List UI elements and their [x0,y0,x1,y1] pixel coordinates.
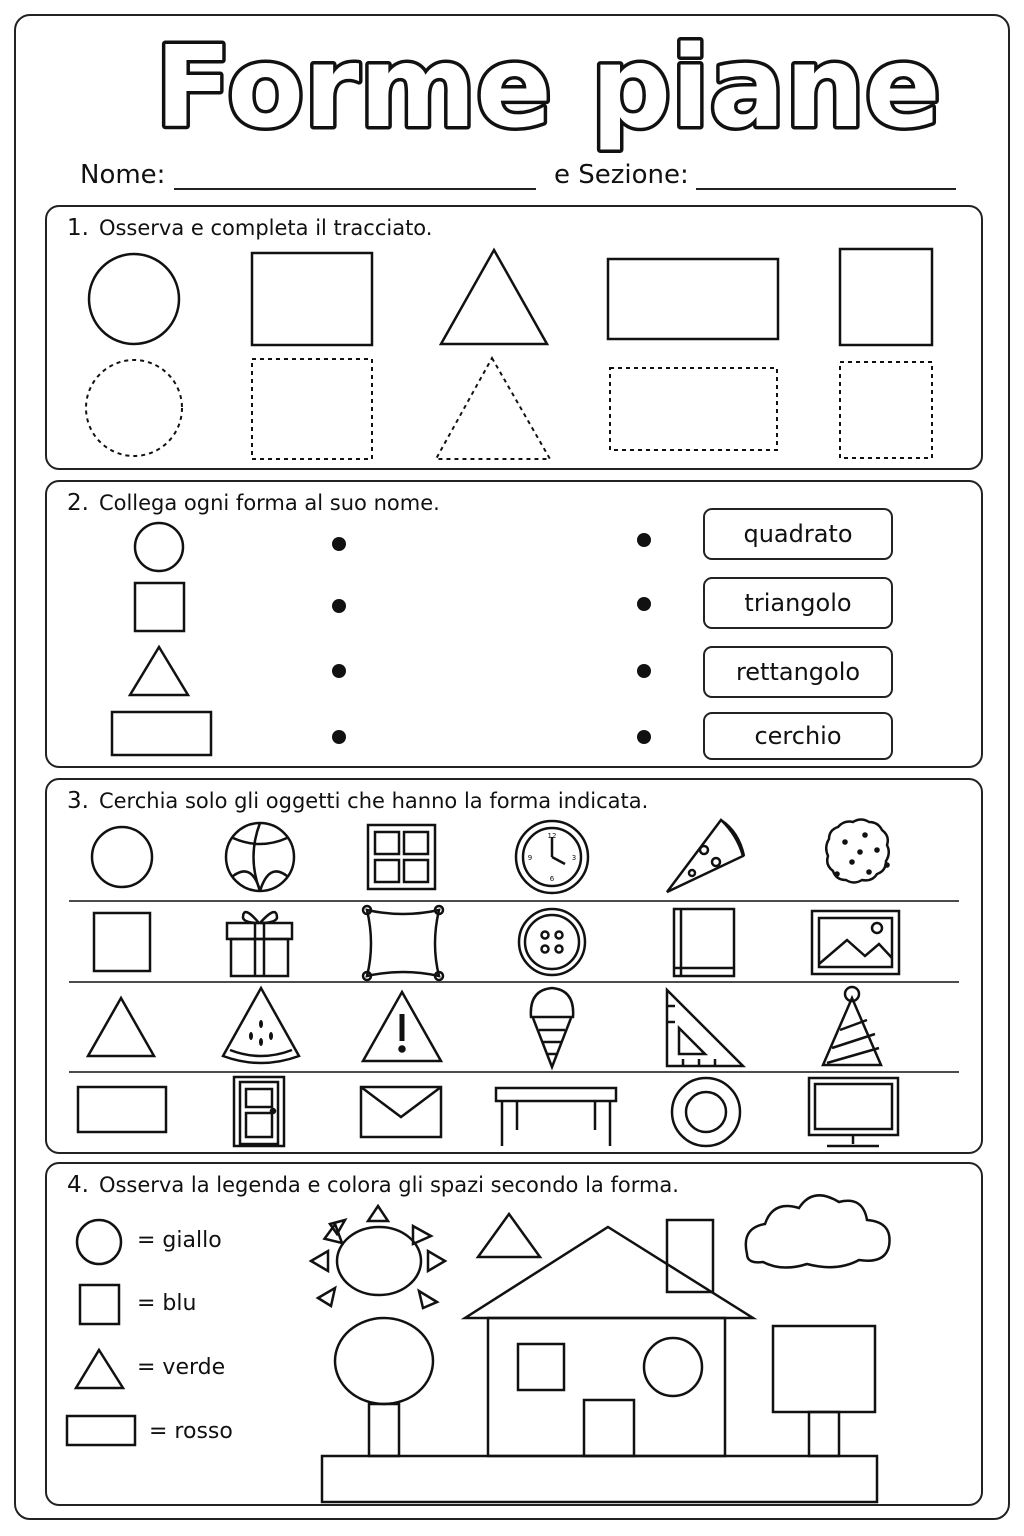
warning-sign-icon [363,992,441,1061]
exercise-3-number: 3. [67,788,89,814]
exercise-4-instruction: 4. Osserva la legenda e colora gli spazi secondo la forma. [67,1172,679,1198]
square-tree-icon [773,1326,875,1456]
row-triangle-icon [88,998,154,1056]
trace-shapes [47,207,985,472]
right-dot [637,664,651,678]
svg-text:12: 12 [547,832,557,840]
legend-square-icon [80,1285,119,1324]
exercise-1-number: 1. [67,215,89,241]
pizza-slice-icon [667,820,744,892]
exercise-3-instruction: 3. Cerchia solo gli oggetti che hanno la forma indicata. [67,788,649,814]
exercise-1 [45,205,983,470]
name-label: Nome: [80,160,166,190]
name-card-triangolo[interactable]: triangolo [703,577,893,629]
sun-icon [311,1206,445,1308]
ice-cream-icon [531,988,573,1067]
window-icon [368,825,435,889]
dotted-rectangle-icon [252,359,372,459]
coloring-scene [47,1164,985,1508]
left-dot [332,599,346,613]
legend-label-giallo: = giallo [137,1228,222,1253]
name-field[interactable] [174,188,536,190]
svg-text:9: 9 [527,854,533,862]
exercise-3 [45,778,983,1154]
exercise-4 [45,1162,983,1506]
name-card-cerchio[interactable]: cerchio [703,712,893,760]
legend-rectangle-icon [67,1416,135,1445]
envelope-icon [361,1087,441,1137]
ground-rectangle-icon [322,1456,877,1502]
model-triangle-icon [441,250,547,344]
sky-triangle-icon [478,1214,540,1257]
match-circle-icon [135,523,183,571]
left-dot [332,730,346,744]
gift-icon [227,912,292,976]
right-dot [637,533,651,547]
section-label: e Sezione: [554,160,689,190]
exercise-2-instruction: 2. Collega ogni forma al suo nome. [67,490,440,516]
objects-grid [47,780,985,1156]
legend-label-rosso: = rosso [149,1419,233,1444]
watermelon-seeds [249,1020,273,1046]
name-card-quadrato[interactable]: quadrato [703,508,893,560]
row-rectangle-icon [78,1087,166,1132]
set-square-icon [667,990,743,1066]
model-wide-rectangle-icon [608,259,778,339]
picture-frame-icon [812,911,899,974]
legend-circle-icon [77,1220,121,1264]
model-square-icon [840,249,932,345]
legend-label-verde: = verde [137,1355,226,1380]
house-icon [465,1220,753,1456]
door-icon [234,1077,284,1146]
model-circle-icon [89,254,179,344]
title-text: Forme piane [155,23,941,153]
left-dot [332,664,346,678]
party-hat-icon [823,987,881,1065]
cushion-icon [363,906,443,980]
exercise-4-number: 4. [67,1172,89,1198]
svg-text:6: 6 [549,875,555,883]
right-dot [637,730,651,744]
section-field[interactable] [696,188,956,190]
row-circle-icon [92,827,152,887]
left-dot [332,537,346,551]
model-rectangle-icon [252,253,372,345]
right-dot [637,597,651,611]
book-icon [674,909,734,976]
svg-text:3: 3 [571,854,577,862]
round-tree-icon [335,1318,433,1456]
match-square-icon [135,583,184,631]
monitor-icon [809,1078,898,1146]
row-square-icon [94,913,150,971]
exercise-2 [45,480,983,768]
page-title [0,18,1024,158]
name-card-rettangolo[interactable]: rettangolo [703,646,893,698]
dotted-wide-rectangle-icon [610,368,777,450]
button-icon [519,909,585,975]
ring-icon [672,1078,740,1146]
ball-icon [226,823,294,891]
dotted-circle-icon [86,360,182,456]
table-icon [496,1088,616,1146]
dotted-square-icon [840,362,932,458]
cloud-icon [746,1195,890,1267]
match-triangle-icon [130,647,188,695]
legend-triangle-icon [76,1350,123,1388]
match-rectangle-icon [112,712,211,755]
dotted-triangle-icon [436,358,550,459]
legend-label-blu: = blu [137,1291,197,1316]
exercise-1-instruction: 1. Osserva e completa il tracciato. [67,215,433,241]
exercise-2-number: 2. [67,490,89,516]
